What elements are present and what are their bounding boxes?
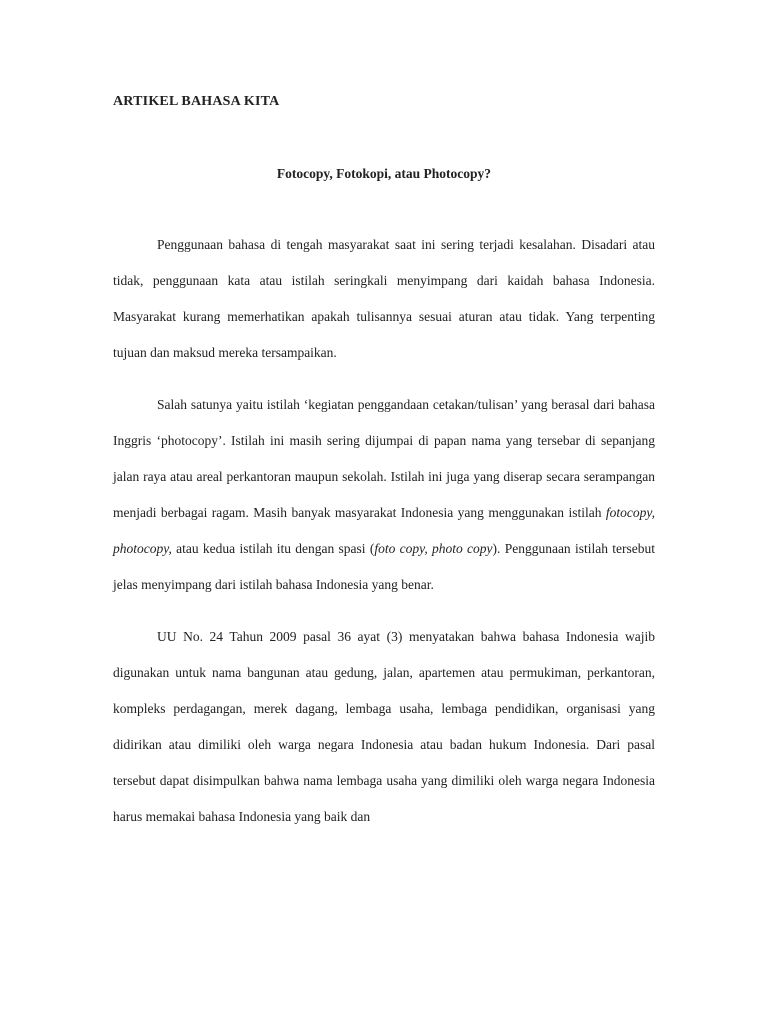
paragraph-2-text-2: atau kedua istilah itu dengan spasi ( <box>171 541 375 556</box>
paragraph-2-text-3: ). Penggunaan istilah tersebut jelas menyimpang dari istilah bahasa Indonesia yang benar. <box>113 541 655 592</box>
paragraph-2-italic-spaced-terms: foto copy, photo copy <box>374 541 493 556</box>
document-heading: ARTIKEL BAHASA KITA <box>113 94 280 109</box>
article-body <box>113 227 655 835</box>
paragraph-2-italic-terms: fotocopy, photocopy, <box>113 505 655 556</box>
paragraph-2-text-1: Salah satunya yaitu istilah ‘kegiatan penggandaan cetakan/tulisan’ yang berasal dari bahasa Inggris ‘photocopy’. Istilah ini masih sering dijumpai di papan nama yang tersebar di sepanjang jalan raya atau areal perkantoran maupun sekolah. Istilah ini juga yang diserap secara serampangan menjadi berbagai ragam. Masih banyak masyarakat Indonesia yang menggunakan istilah <box>113 397 655 520</box>
paragraph-2 <box>113 387 655 603</box>
paragraph-1: Penggunaan bahasa di tengah masyarakat saat ini sering terjadi kesalahan. Disadari atau tidak, penggunaan kata atau istilah seringkali menyimpang dari kaidah bahasa Indonesia. Masyarakat kurang memerhatikan apakah tulisannya sesuai aturan atau tidak. Yang terpenting tujuan dan maksud mereka tersampaikan. <box>113 237 655 360</box>
paragraph-3: UU No. 24 Tahun 2009 pasal 36 ayat (3) menyatakan bahwa bahasa Indonesia wajib digunakan untuk nama bangunan atau gedung, jalan, apartemen atau permukiman, perkantoran, kompleks perdagangan, merek dagang, lembaga usaha, lembaga pendidikan, organisasi yang didirikan atau dimiliki oleh warga negara Indonesia atau badan hukum Indonesia. Dari pasal tersebut dapat disimpulkan bahwa nama lembaga usaha yang dimiliki oleh warga negara Indonesia harus memakai bahasa Indonesia yang baik dan <box>113 629 655 824</box>
article-title: Fotocopy, Fotokopi, atau Photocopy? <box>276 166 492 181</box>
